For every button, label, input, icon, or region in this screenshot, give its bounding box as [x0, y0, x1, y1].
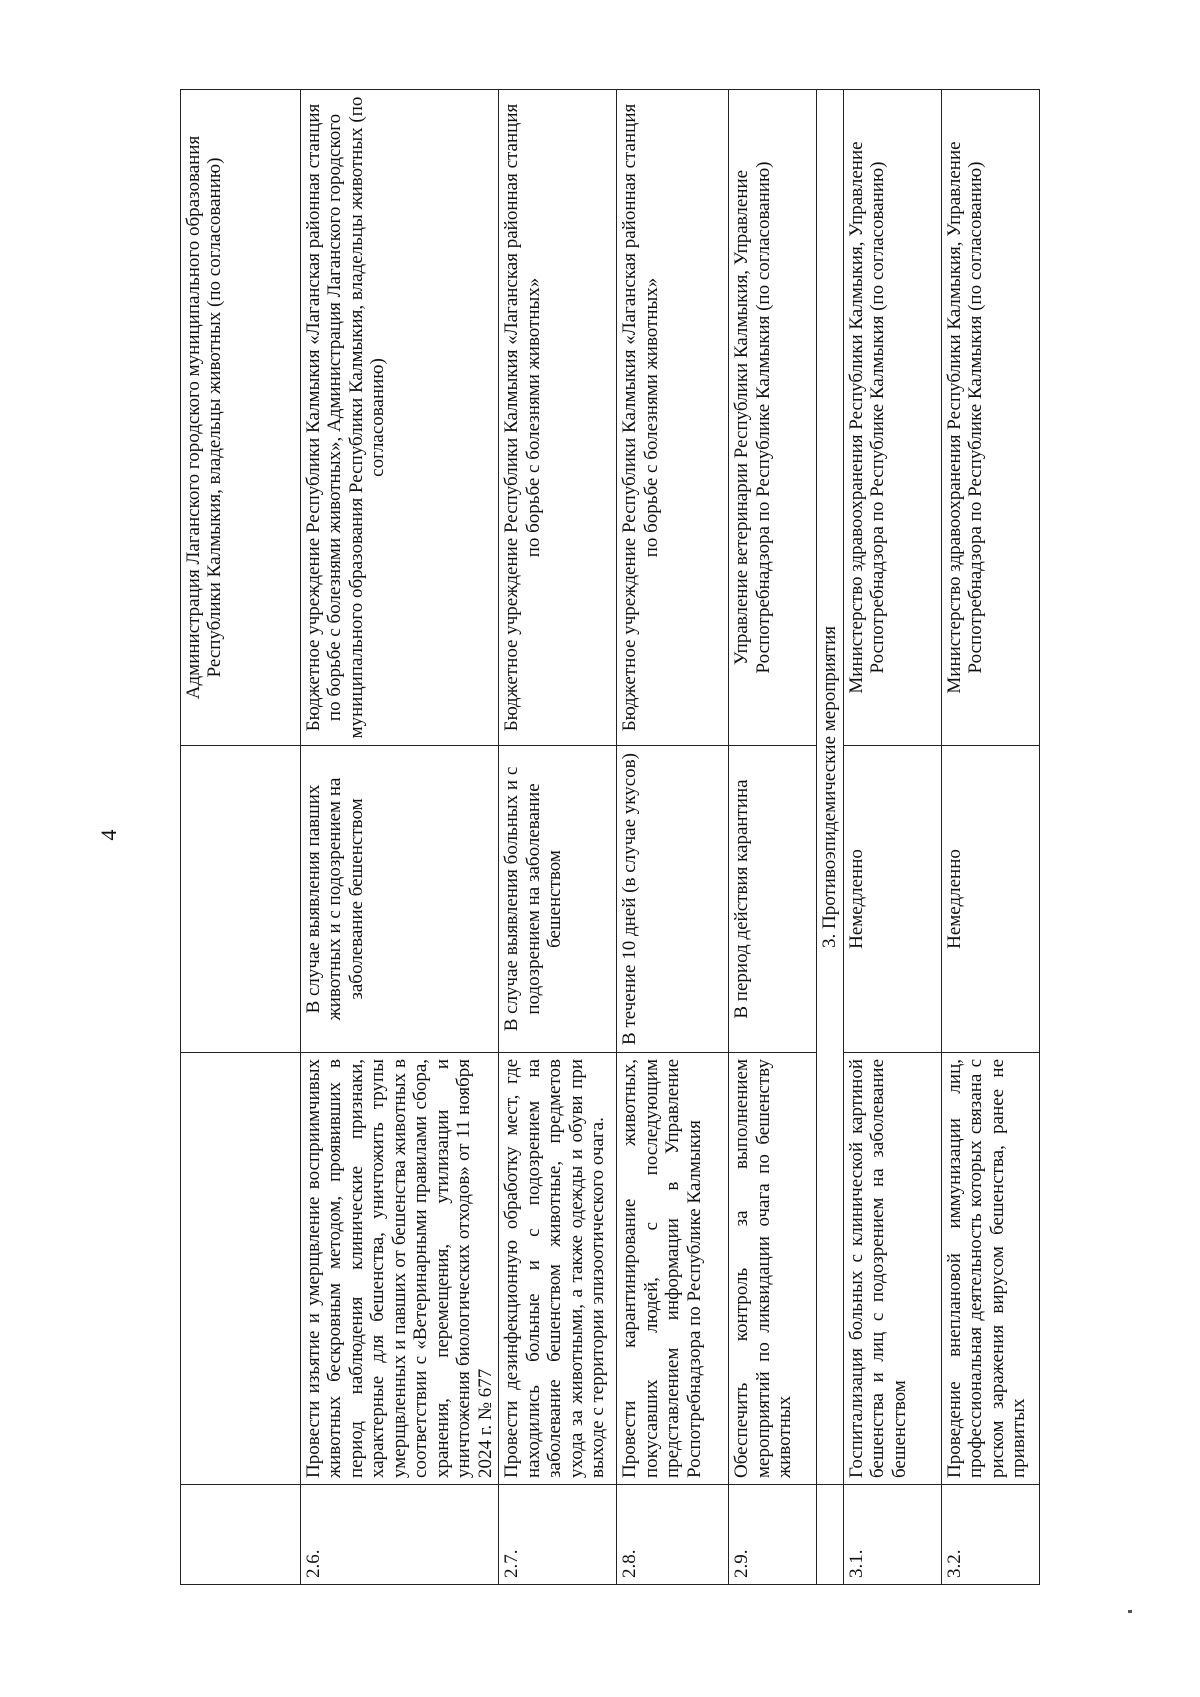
responsible-cell: Министерство здравоохранения Республики Калмыкия, Управление Роспотребнадзора по Республике Калмыкия (по согласованию) [843, 90, 941, 746]
measure-cell: Обеспечить контроль за выполнением мероприятий по ликвидации очага по бешенству животных [729, 1053, 817, 1485]
table-row [729, 90, 817, 1585]
responsible-cell: Бюджетное учреждение Республики Калмыкия «Лаганская районная станция по борьбе с болезнями животных» [617, 90, 729, 746]
term-cell: В течение 10 дней (в случае укусов) [617, 746, 729, 1053]
term-cell: В случае выявления больных и с подозрением на заболевание бешенством [499, 746, 617, 1053]
measure-cell [181, 1053, 301, 1485]
responsible-cell: Бюджетное учреждение Республики Калмыкия «Лаганская районная станция по борьбе с болезнями животных», Администрация Лаганского городского муниципального образования Республики Калмыкия, владельцы животных (по согласованию) [301, 90, 499, 746]
table-row [843, 90, 941, 1585]
responsible-cell: Администрация Лаганского городского муниципального образования Республики Калмыкия, владельцы животных (по согласованию) [181, 90, 301, 746]
term-cell [181, 746, 301, 1053]
scan-speck [1128, 1610, 1132, 1613]
table-row [617, 90, 729, 1585]
page-number: 4 [96, 829, 121, 841]
responsible-cell: Управление ветеринарии Республики Калмыкия, Управление Роспотребнадзора по Республике Калмыкия (по согласованию) [729, 90, 817, 746]
table-row [499, 90, 617, 1585]
measure-cell: Провести карантинирование животных, покусавших людей, с последующим представлением информации в Управление Роспотребнадзора по Республике Калмыкия [617, 1053, 729, 1485]
row-number-cell: 2.9. [729, 1485, 817, 1585]
term-cell: В случае выявления павших животных и с подозрением на заболевание бешенством [301, 746, 499, 1053]
row-number-cell: 2.7. [499, 1485, 617, 1585]
row-number-cell: 2.8. [617, 1485, 729, 1585]
row-number-cell: 3.1. [843, 1485, 941, 1585]
term-cell: Немедленно [843, 746, 941, 1053]
row-number-cell: 3.2. [941, 1485, 1039, 1585]
measure-cell: Проведение внеплановой иммунизации лиц, профессиональная деятельность которых связана с риском заражения вирусом бешенства, ранее не привитых [941, 1053, 1039, 1485]
measure-cell: Провести дезинфекционную обработку мест, где находились больные и с подозрением на заболевание бешенством животные, предметов ухода за животными, а также одежды и обуви при выходе с территории эпизоотического очага. [499, 1053, 617, 1485]
measure-cell: Провести изъятие и умерщвление восприимчивых животных бескровным методом, проявивших в период наблюдения клинические признаки, характерные для бешенства, уничтожить трупы умерщвленных и павших от бешенства животных в соответствии с «Ветеринарными правилами сбора, хранения, перемещения, утилизации и уничтожения биологических отходов» от 11 ноября 2024 г. № 677 [301, 1053, 499, 1485]
rotated-table-container [180, 90, 1040, 1585]
section-header-row [817, 90, 843, 1585]
row-number-cell [181, 1485, 301, 1585]
measure-cell: Госпитализация больных с клинической картиной бешенства и лиц с подозрением на заболевание бешенством [843, 1053, 941, 1485]
row-number-cell: 2.6. [301, 1485, 499, 1585]
measures-table [180, 89, 1040, 1585]
section-title: 3. Противоэпидемические мероприятия [817, 90, 843, 1485]
responsible-cell: Министерство здравоохранения Республики Калмыкия, Управление Роспотребнадзора по Республике Калмыкия (по согласованию) [941, 90, 1039, 746]
table-row [181, 90, 301, 1585]
table-row [941, 90, 1039, 1585]
term-cell: В период действия карантина [729, 746, 817, 1053]
table-row [301, 90, 499, 1585]
responsible-cell: Бюджетное учреждение Республики Калмыкия «Лаганская районная станция по борьбе с болезнями животных» [499, 90, 617, 746]
row-number-cell [817, 1485, 843, 1585]
term-cell: Немедленно [941, 746, 1039, 1053]
